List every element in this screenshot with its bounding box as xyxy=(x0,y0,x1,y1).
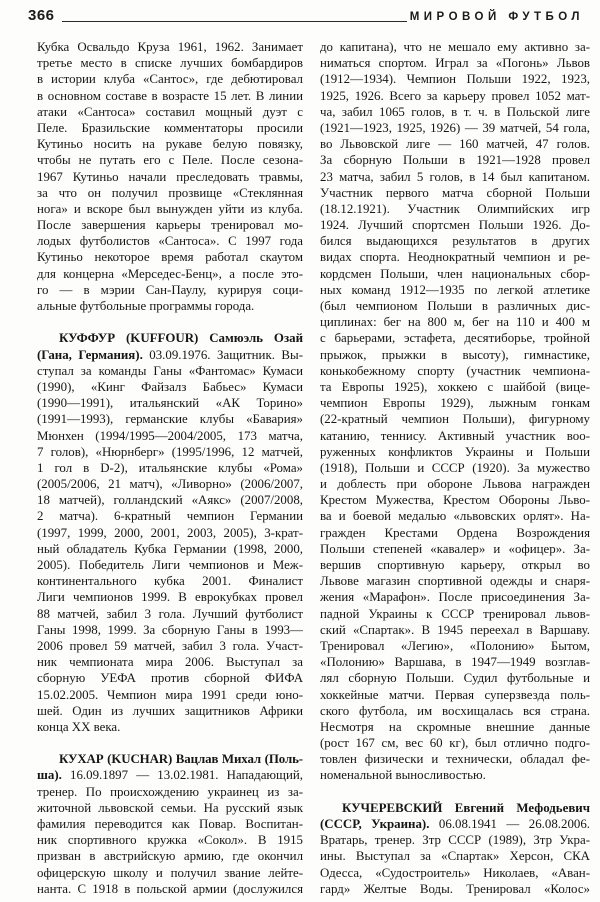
entry-heading-text: ша). xyxy=(37,768,62,783)
text-line xyxy=(37,136,303,152)
body-text: Крестом Мужества, Крестом Обороны Льво- xyxy=(320,493,590,508)
text-line xyxy=(37,476,303,492)
body-text: прыжок, прыжки в высоту), гимнастике, xyxy=(320,347,590,362)
body-text: нанта. С 1918 в польской армии (дослужился xyxy=(37,881,303,896)
text-line xyxy=(320,492,590,508)
body-text: видах спорта. Неоднократный чемпион и ре- xyxy=(320,250,590,265)
text-line xyxy=(320,428,590,444)
body-text: конькобежному спорту (участник чемпиона- xyxy=(320,363,590,378)
text-line xyxy=(37,557,303,573)
body-text: ступал за команды Ганы «Фантомас» Кумаси xyxy=(37,363,303,378)
body-text: альные футбольные программы города. xyxy=(37,299,255,313)
text-line xyxy=(37,751,303,767)
text-line xyxy=(37,411,303,427)
body-text: 2006 провел 59 матчей, забил 3 гола. Участ- xyxy=(37,638,303,653)
body-text: 03.09.1976. Защитник. Вы- xyxy=(142,347,303,362)
text-line xyxy=(37,687,303,703)
body-text: Тренировал «Легию», «Полонию» Бытом, xyxy=(320,638,590,653)
body-text: за что он получил прозвище «Стеклянная xyxy=(37,185,303,200)
text-line xyxy=(320,120,590,136)
text-line xyxy=(320,525,590,541)
body-text: в основном составе в возрасте 15 лет. В линии xyxy=(37,88,303,103)
text-line xyxy=(37,55,303,71)
kuchar-entry xyxy=(37,751,303,897)
body-text: Вратарь, тренер. Зтр СССР (1989), Зтр Укра- xyxy=(320,833,590,848)
body-text: циплинах: бег на 800 м, бег на 110 и 400 м xyxy=(320,315,590,330)
page-header xyxy=(0,0,600,24)
body-text: в истории клуба «Сантос», где дебютировал xyxy=(37,72,303,87)
body-text: товлен физически и технически, обладал фе- xyxy=(320,752,590,767)
body-text: житочной львовской семьи. На русский язык xyxy=(37,800,303,815)
text-line xyxy=(37,444,303,460)
text-line xyxy=(320,347,590,363)
text-line xyxy=(320,169,590,185)
body-text: вершив спортивную карьеру, открыл во xyxy=(320,558,590,572)
text-line xyxy=(37,379,303,395)
text-line xyxy=(320,201,590,217)
body-text: (18.12.1921). Участник Олимпийских игр xyxy=(320,201,590,216)
body-text: во Львовской лиге — 160 матчей, 47 голов. xyxy=(320,137,590,152)
text-line xyxy=(320,638,590,654)
body-text: ский «Спартак». В 1945 переехал в Варшаву. xyxy=(320,622,590,637)
body-text: 18 матчей), голландский «Аякс» (2007/2008, xyxy=(37,493,303,508)
body-text: нога» и вскоре был вынужден уйти из клуба. xyxy=(37,201,303,216)
text-line xyxy=(37,88,303,104)
text-line xyxy=(37,347,303,363)
body-text: Мюнхен (1994/1995—2004/2005, 173 матча, xyxy=(37,428,303,443)
body-text: Лиги чемпионов 1999. В еврокубках провел xyxy=(37,590,303,605)
entry-heading-text: КУФФУР (KUFFOUR) Самюэль Озай xyxy=(59,331,303,346)
body-text: кордсмен Польши, член национальных сбор- xyxy=(320,266,590,281)
text-line xyxy=(320,314,590,330)
text-line xyxy=(37,541,303,557)
header-rule xyxy=(62,21,407,22)
body-text: 15.02.2005. Чемпион мира 1991 среди юно- xyxy=(37,687,303,702)
body-text: 1925, 1926. Всего за карьеру провел 1052 мат- xyxy=(320,88,590,103)
body-text: 06.08.1941 — 26.08.2006. xyxy=(429,817,590,831)
body-text: Кутиньо носить на рукаве белую повязку, xyxy=(37,137,303,152)
body-text: Несмотря на скромные внешние данные xyxy=(320,719,590,734)
body-text: до капитана), что не мешало ему активно за- xyxy=(320,40,590,54)
body-text: (рост 167 см, вес 60 кг), был отлично подго- xyxy=(320,736,590,751)
text-line xyxy=(37,784,303,800)
text-line xyxy=(320,622,590,638)
text-line xyxy=(37,508,303,524)
body-text: призван в австрийскую армию, где окончил xyxy=(37,849,303,864)
text-line xyxy=(320,476,590,492)
text-line xyxy=(320,411,590,427)
text-line xyxy=(37,800,303,816)
text-line xyxy=(320,767,590,783)
column-right xyxy=(320,39,590,897)
text-line xyxy=(320,282,590,298)
text-line xyxy=(320,88,590,104)
text-line xyxy=(37,298,303,314)
text-line xyxy=(37,282,303,298)
body-text: та Европы 1925), хоккею с шайбой (вице- xyxy=(320,379,590,394)
text-line xyxy=(37,865,303,881)
text-line xyxy=(37,638,303,654)
text-line xyxy=(37,233,303,249)
text-line xyxy=(320,670,590,686)
body-text: После завершения карьеры тренировал мо- xyxy=(37,218,303,233)
text-line xyxy=(320,460,590,476)
text-line xyxy=(320,800,590,816)
text-line xyxy=(320,816,590,832)
body-text: третье место в списке лучших бомбардиров xyxy=(37,56,303,71)
body-text: Ганы 1998, 1999. За сборную Ганы в 1993— xyxy=(37,622,303,637)
text-line xyxy=(320,557,590,573)
text-line xyxy=(37,654,303,670)
body-text: гражден Крестами Ордена Возрождения xyxy=(320,525,590,540)
body-text: Львове магазин спортивной одежды и снаря- xyxy=(320,574,590,589)
body-text: го — в мэрии Сан-Паулу, курируя соци- xyxy=(37,282,303,297)
body-text: 88 матчей, забил 3 гола. Лучший футболист xyxy=(37,606,303,621)
text-line xyxy=(320,832,590,848)
text-line xyxy=(320,735,590,751)
body-text: ва и боевой медалью «львовских орлят». На- xyxy=(320,509,590,524)
text-line xyxy=(320,185,590,201)
body-text: 7 голов), «Нюрнберг» (1995/1996, 12 матчей, xyxy=(37,444,303,459)
text-line xyxy=(320,266,590,282)
entry-heading-text: (СССР, Украина). xyxy=(320,817,430,831)
kucherevsky-entry xyxy=(320,800,590,897)
text-line xyxy=(37,573,303,589)
kuchar-entry-continuation xyxy=(320,39,590,784)
text-line xyxy=(320,703,590,719)
text-line xyxy=(37,848,303,864)
body-text: ины. Выступал за «Спартак» Херсон, СКА xyxy=(320,849,590,864)
entry-heading-text: КУХАР (KUCHAR) Вацлав Михал (Поль- xyxy=(59,752,303,767)
body-text: номенальной выносливостью. xyxy=(320,768,486,783)
body-text: хоккейные матчи. Первая суперзвезда поль- xyxy=(320,687,590,702)
text-line xyxy=(37,460,303,476)
text-line xyxy=(320,606,590,622)
text-line xyxy=(37,606,303,622)
body-text: (22-кратный чемпион Польши), фигурному xyxy=(320,412,590,427)
text-line xyxy=(37,120,303,136)
body-text: руженных конфликтов Украины и Польши xyxy=(320,444,590,459)
body-text: ник спортивного кружка «Сокол». В 1915 xyxy=(37,833,303,848)
body-text: катанию, теннису. Активный участник воо- xyxy=(320,428,590,443)
body-text: фамилия переводится как Повар. Воспитан- xyxy=(37,817,303,831)
body-text: и доблесть при обороне Львова награжден xyxy=(320,477,590,492)
text-line xyxy=(320,363,590,379)
text-line xyxy=(320,848,590,864)
text-line xyxy=(320,395,590,411)
text-line xyxy=(37,217,303,233)
text-line xyxy=(37,395,303,411)
kuffour-entry xyxy=(37,330,303,735)
coutinho-entry-continuation xyxy=(37,39,303,314)
text-line xyxy=(320,444,590,460)
body-text: (2005/2006, 21 матч), «Ливорно» (2006/2007, xyxy=(37,477,303,492)
body-text: бился выдающихся результатов в других xyxy=(320,234,590,249)
body-text: Польши степеней «кавалер» и «офицер». За- xyxy=(320,541,590,556)
text-line xyxy=(320,751,590,767)
body-text: 1967 Кутиньо начали преследовать травмы, xyxy=(37,169,303,184)
text-line xyxy=(320,39,590,55)
body-text: офицерскую школу и получил звание лейте- xyxy=(37,865,303,880)
page-number: 366 xyxy=(28,7,55,24)
text-line xyxy=(37,428,303,444)
text-line xyxy=(320,136,590,152)
body-text: (был чемпионом Польши в различных дис- xyxy=(320,299,590,313)
entry-heading-text: КУЧЕРЕВСКИЙ Евгений Мефодьевич xyxy=(342,800,590,815)
text-line xyxy=(37,249,303,265)
text-columns xyxy=(0,24,600,897)
text-line xyxy=(37,589,303,605)
body-text: с барьерами, эстафета, десятиборье, тройной xyxy=(320,331,590,346)
body-text: ского футбола, им восхищалась вся страна. xyxy=(320,703,590,718)
text-line xyxy=(37,185,303,201)
body-text: 1 гол в D-2), итальянские клубы «Рома» xyxy=(37,460,303,475)
text-line xyxy=(37,703,303,719)
text-line xyxy=(320,589,590,605)
text-line xyxy=(320,881,590,897)
text-line xyxy=(37,266,303,282)
text-line xyxy=(320,249,590,265)
text-line xyxy=(320,298,590,314)
text-line xyxy=(37,881,303,897)
text-line xyxy=(320,508,590,524)
text-line xyxy=(320,233,590,249)
body-text: чтобы не путать его с Пеле. После сезона- xyxy=(37,153,303,168)
body-text: (1991—1993), германские клубы «Бавария» xyxy=(37,412,303,427)
body-text: ных команд 1912—1935 по легкой атлетике xyxy=(320,282,590,297)
text-line xyxy=(320,687,590,703)
body-text: конца XX века. xyxy=(37,719,121,734)
text-line xyxy=(37,104,303,120)
body-text: За сборную Польши в 1921—1928 провел xyxy=(320,153,590,168)
body-text: Кубка Освальдо Круза 1961, 1962. Занимает xyxy=(37,40,303,54)
body-text: (1921—1923, 1925, 1926) — 39 матчей, 54 гола, xyxy=(320,120,590,135)
text-line xyxy=(320,104,590,120)
text-line xyxy=(320,541,590,557)
page-title: МИРОВОЙ ФУТБОЛ xyxy=(409,11,584,23)
text-line xyxy=(320,654,590,670)
text-line xyxy=(37,816,303,832)
body-text: ный обладатель Кубка Германии (1998, 2000, xyxy=(37,541,303,556)
body-text: чемпион Европы 1929), лыжным гонкам xyxy=(320,396,590,411)
body-text: шей. Один из лучших защитников Африки xyxy=(37,703,303,718)
text-line xyxy=(320,865,590,881)
text-line xyxy=(37,492,303,508)
body-text: ник чемпионата мира 2006. Выступал за xyxy=(37,655,303,670)
text-line xyxy=(37,832,303,848)
body-text: (1990), «Кинг Файзалз Бабьес» Кумаси xyxy=(37,379,303,394)
text-line xyxy=(37,169,303,185)
body-text: гард» Желтые Воды. Тренировал «Колос» xyxy=(320,881,590,896)
body-text: 2005). Победитель Лиги чемпионов и Меж- xyxy=(37,558,303,572)
body-text: (1918), Польши и СССР (1920). За мужество xyxy=(320,460,590,475)
body-text: «Полонию» Варшава, в 1947—1949 возглав- xyxy=(320,655,590,670)
body-text: тренер. По происхождению украинец из за- xyxy=(37,784,303,799)
body-text: 1924. Лучший спортсмен Польши 1926. До- xyxy=(320,218,590,233)
body-text: сборную УЕФА против сборной ФИФА xyxy=(37,671,303,686)
text-line xyxy=(320,152,590,168)
body-text: (1912—1934). Чемпион Польши 1922, 1923, xyxy=(320,72,590,87)
text-line xyxy=(37,670,303,686)
text-line xyxy=(37,363,303,379)
text-line xyxy=(320,719,590,735)
text-line xyxy=(37,622,303,638)
body-text: Участник первого матча сборной Польши xyxy=(320,185,590,200)
body-text: ча, забил 1065 голов, в т. ч. в Польской лиге xyxy=(320,104,590,119)
body-text: ниматься спортом. Играл за «Погонь» Львов xyxy=(320,56,590,71)
body-text: 2 матча). 6-кратный чемпион Германии xyxy=(37,509,303,524)
text-line xyxy=(320,71,590,87)
body-text: (1997, 1999, 2000, 2001, 2003, 2005), 3-крат- xyxy=(37,525,303,540)
text-line xyxy=(37,71,303,87)
text-line xyxy=(37,719,303,735)
text-line xyxy=(320,379,590,395)
body-text: 16.09.1897 — 13.02.1981. Нападающий, xyxy=(61,768,303,783)
body-text: атаки «Сантоса» составил мощный дуэт с xyxy=(37,104,303,119)
text-line xyxy=(37,39,303,55)
text-line xyxy=(320,217,590,233)
body-text: лял сборную Польши. Судил футбольные и xyxy=(320,671,590,686)
body-text: (1990—1991), итальянский «АК Торино» xyxy=(37,396,303,411)
body-text: Кутиньо некоторое время работал скаутом xyxy=(37,250,303,265)
body-text: падной Украины к СССР тренировал львов- xyxy=(320,606,590,621)
body-text: Пеле. Бразильские комментаторы просили xyxy=(37,120,303,135)
body-text: 23 матча, забил 5 голов, в 14 был капитаном. xyxy=(320,169,590,184)
text-line xyxy=(37,152,303,168)
text-line xyxy=(37,201,303,217)
entry-heading-text: (Гана, Германия). xyxy=(37,347,143,362)
body-text: жения «Марафон». После присоединения За- xyxy=(320,590,590,605)
text-line xyxy=(320,573,590,589)
column-left xyxy=(37,39,303,897)
body-text: лодых футболистов «Сантоса». С 1997 года xyxy=(37,234,303,249)
text-line xyxy=(37,767,303,783)
body-text: континентального кубка 2001. Финалист xyxy=(37,574,303,589)
body-text: Одесса, «Судостроитель» Николаев, «Аван- xyxy=(320,865,590,880)
text-line xyxy=(320,55,590,71)
body-text: для концерна «Мерседес-Бенц», а после это- xyxy=(37,266,303,281)
text-line xyxy=(37,525,303,541)
text-line xyxy=(320,330,590,346)
text-line xyxy=(37,330,303,346)
